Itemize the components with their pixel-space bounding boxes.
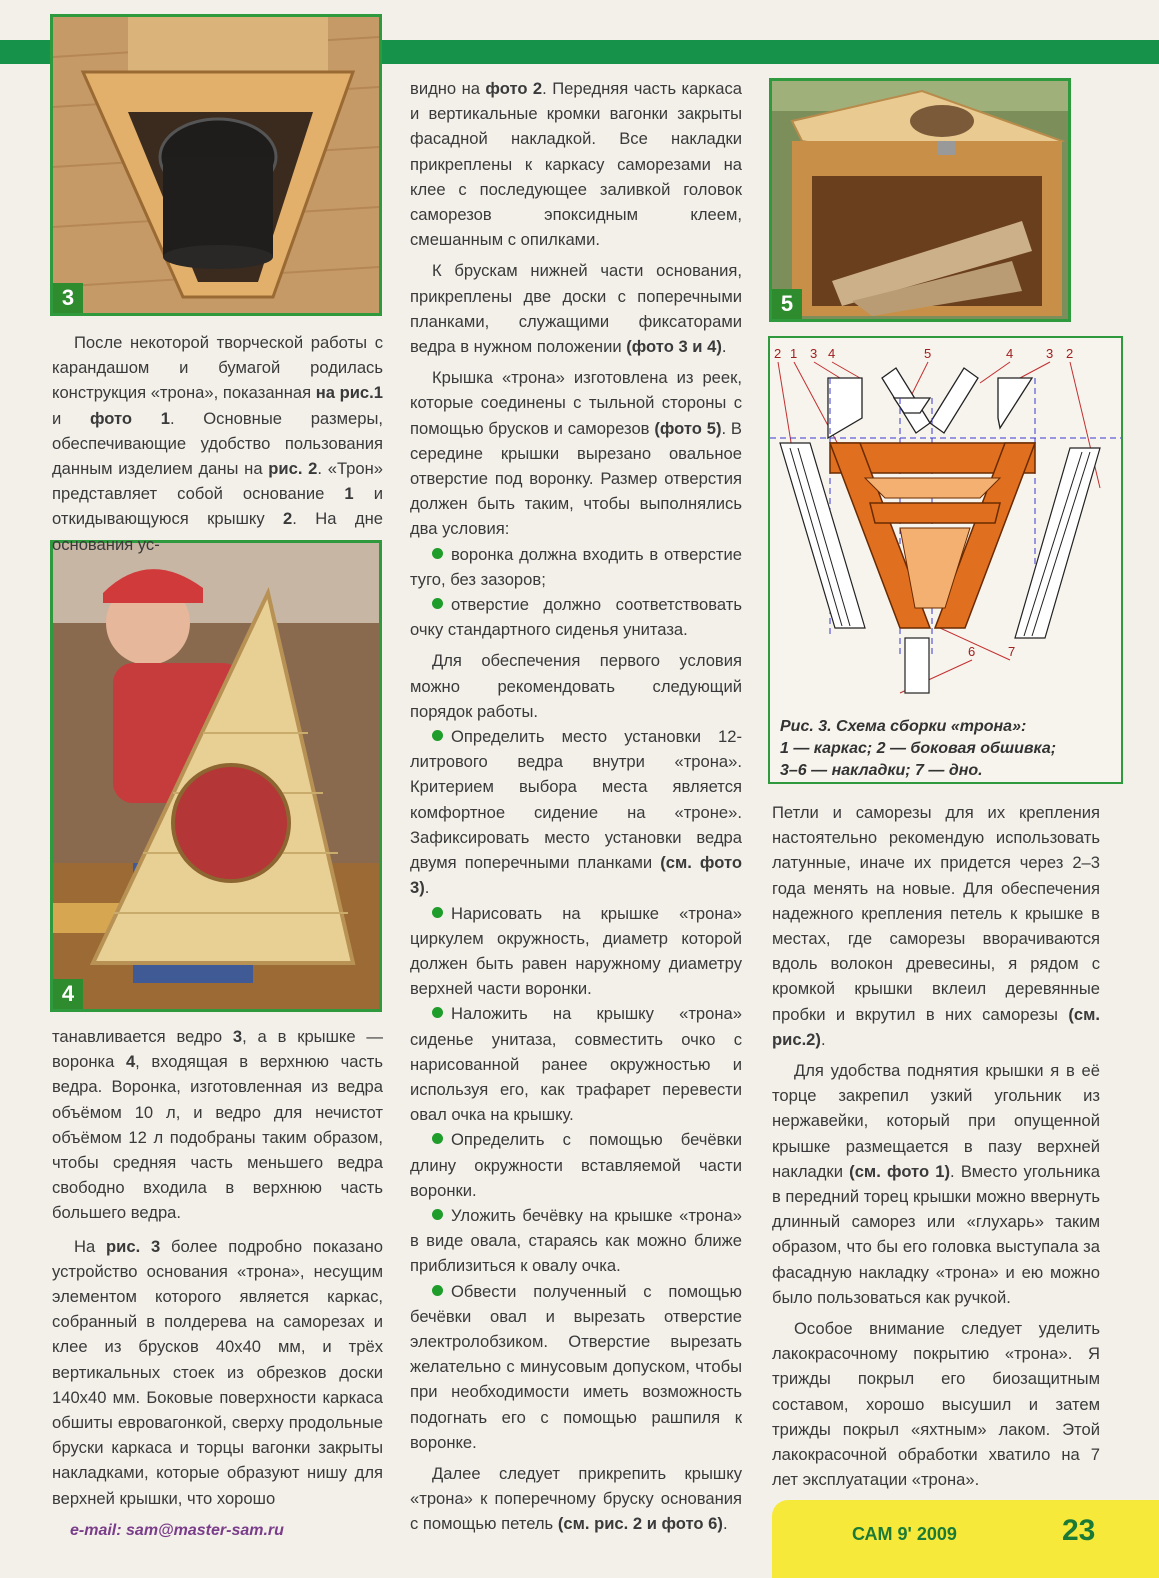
footer-box xyxy=(772,1500,1159,1578)
label-2-left: 2 xyxy=(774,346,782,361)
bullet-icon xyxy=(432,1133,443,1144)
photo-4-number: 4 xyxy=(53,979,83,1009)
column-2 xyxy=(410,76,742,1537)
bullet-icon xyxy=(432,1209,443,1220)
label-4-left: 4 xyxy=(828,346,836,361)
label-3-right: 3 xyxy=(1046,346,1054,361)
paragraph: К брускам нижней части основания, прикреплены две доски с поперечными планками, служащими фиксаторами ведра в нужном положении (фото 3 и 4). xyxy=(410,261,742,357)
bullet-icon xyxy=(432,1007,443,1018)
photo-5-number: 5 xyxy=(772,289,802,319)
bullet-icon xyxy=(432,1285,443,1296)
paragraph: Петли и саморезы для их крепления настоятельно рекомендую использовать латунные, иначе их придется через 2–3 года менять на новые. Для обеспечения надежного крепления петель к крышке в местах, где саморезы вворачиваются вдоль волокон древесины, я рядом с кромкой крышки вклеил деревянные пробки и вкрутил в них саморезы (см. рис.2). xyxy=(772,803,1100,1049)
bullet-item: Наложить на крышку «трона» сиденье унитаза, совместить очко с нарисованной ранее окружностью и используя его, как трафарет перевести овал очка на крышку. xyxy=(410,1004,742,1125)
bullet-item: Нарисовать на крышке «трона» циркулем окружность, диаметр которой должен быть равен наружному диаметру верхней части воронки. xyxy=(410,903,742,999)
photo-5-image xyxy=(772,81,1068,319)
label-4-right: 4 xyxy=(1006,346,1014,361)
label-6: 6 xyxy=(968,644,976,659)
column-1-bottom xyxy=(52,1024,383,1511)
photo-3 xyxy=(50,14,382,316)
page-number: 23 xyxy=(1062,1514,1096,1547)
photo-3-image xyxy=(53,17,379,313)
bullet-icon xyxy=(432,598,443,609)
photo-4-image xyxy=(53,543,379,1009)
paragraph: Крышка «трона» изготовлена из реек, которые соединены с тыльной стороны с помощью брусков и саморезов (фото 5). В середине крышки вырезано овальное отверстие под воронку. Размер отверстия должен быть таким, чтобы выполнялись два условия: xyxy=(410,368,742,539)
paragraph: Далее следует прикрепить крышку «трона» к поперечному бруску основания с помощью петель (см. рис. 2 и фото 6). xyxy=(410,1463,742,1534)
paragraph: После некоторой творческой работы с карандашом и бумагой родилась конструкция «трона», показанная на рис.1 и фото 1. Основные размеры, обеспечивающие удобство пользования данным изделием даны на рис. 2. «Трон» представляет собой основание 1 и откидывающуюся крышку 2. На дне основания ус- xyxy=(52,333,383,554)
label-3-left: 3 xyxy=(810,346,818,361)
bullet-item: Определить место установки 12-литрового ведра внутри «трона». Критерием выбора места является комфортное сидение на «троне». Зафиксировать место установки ведра двумя поперечными планками (см. фото 3). xyxy=(410,727,742,898)
paragraph: Для обеспечения первого условия можно рекомендовать следующий порядок работы. xyxy=(410,651,742,721)
paragraph: Особое внимание следует уделить лакокрасочному покрытию «трона». Я трижды покрыл его биозащитным составом, хорошо высушил и затем трижды покрыл «яхтным» лаком. Этой лакокрасочной обработки хватило на 7 лет эксплуатации «трона». xyxy=(772,1319,1100,1490)
bullet-item: воронка должна входить в отверстие туго, без зазоров; xyxy=(410,544,742,589)
bullet-item: отверстие должно соответствовать очку стандартного сиденья унитаза. xyxy=(410,595,742,640)
bullet-item: Уложить бечёвку на крышке «трона» в виде овала, стараясь как можно ближе приблизиться к овалу очка. xyxy=(410,1205,742,1276)
magazine-issue: САМ 9' 2009 xyxy=(852,1524,957,1544)
paragraph: видно на фото 2. Передняя часть каркаса и вертикальные кромки вагонки закрыты фасадной накладкой. Все накладки прикреплены к каркасу саморезами на клее с последующее заливкой головок саморезов эпоксидным клеем, смешанным с опилками. xyxy=(410,79,742,250)
bottom-board xyxy=(905,638,929,693)
label-5: 5 xyxy=(924,346,932,361)
bullet-item: Определить с помощью бечёвки длину окружности вставляемой части воронки. xyxy=(410,1130,742,1200)
label-7: 7 xyxy=(1008,644,1016,659)
figure-caption: Рис. 3. Схема сборки «трона»: 1 — каркас; 2 — боковая обшивка; 3–6 — накладки; 7 — дно. xyxy=(780,718,1057,779)
bullet-icon xyxy=(432,548,443,559)
label-1: 1 xyxy=(790,346,798,361)
paragraph: На рис. 3 более подробно показано устройство основания «трона», несущим элементом которого является каркас, собранный в полдерева на саморезах и клее из брусков 40х40 мм, и трёх вертикальных стоек из обрезков доски 140х40 мм. Боковые поверхности каркаса обшиты евровагонкой, сверху продольные бруски каркаса и торцы вагонки закрыты накладками, которые образуют нишу для верхней крышки, что хорошо xyxy=(52,1236,384,1508)
assembly-diagram xyxy=(770,338,1121,708)
figure-3 xyxy=(768,336,1123,784)
footer-email: e-mail: sam@master-sam.ru xyxy=(70,1522,284,1539)
photo-3-number: 3 xyxy=(53,283,83,313)
photo-5 xyxy=(769,78,1071,322)
photo-4 xyxy=(50,540,382,1012)
paragraph: танавливается ведро 3, а в крышке — воронка 4, входящая в верхнюю часть ведра. Воронка, изготовленная из ведра объёмом 10 л, и ведро для нечистот объёмом 12 л подобраны таким образом, чтобы средняя часть меньшего ведра свободно входила в верхнюю часть большего ведра. xyxy=(52,1027,383,1223)
label-2-right: 2 xyxy=(1066,346,1074,361)
bullet-icon xyxy=(432,907,443,918)
paragraph: Для удобства поднятия крышки я в её торце закрепил узкий угольник из нержавейки, который при опущенной крышке размещается в пазу верхней накладки (см. фото 1). Вместо угольника в передний торец крышки можно ввернуть длинный саморез или «глухарь» таким образом, что бы его головка выступала за фасадную накладку «трона» и ею можно было пользоваться как ручкой. xyxy=(772,1061,1100,1307)
column-1-top xyxy=(52,330,383,557)
bullet-item: Обвести полученный с помощью бечёвки овал и вырезать отверстие электролобзиком. Отверстие вырезать желательно с минусовым допуском, чтобы при необходимости иметь возможность подогнать его с помощью рашпиля к воронке. xyxy=(410,1281,742,1452)
bullet-icon xyxy=(432,730,443,741)
column-3 xyxy=(772,800,1100,1492)
